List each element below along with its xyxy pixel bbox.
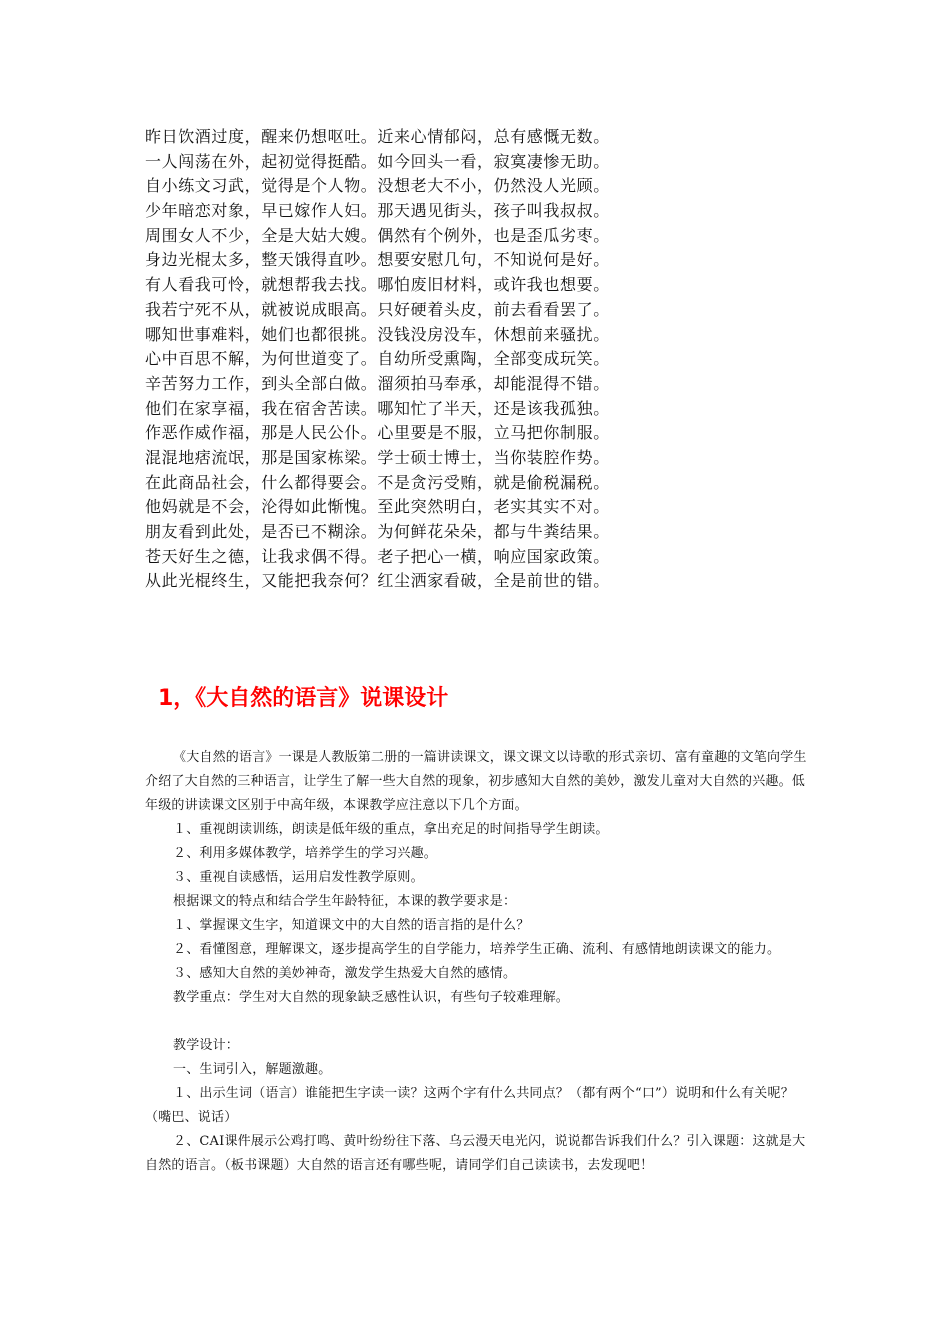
poem-line: 周围女人不少，全是大姑大嫂。偶然有个例外，也是歪瓜劣枣。 <box>145 225 610 245</box>
requirement-item: １、掌握课文生字，知道课文中的大自然的语言指的是什么？ <box>173 918 530 933</box>
requirement-item: ３、感知大自然的美妙神奇，激发学生热爱大自然的感情。 <box>173 966 517 981</box>
design-title: 教学设计： <box>173 1038 240 1053</box>
intro-paragraph: 《大自然的语言》一课是人教版第二册的一篇讲读课文，课文课文以诗歌的形式亲切、富有童趣的文笔向学生介绍了大自然的三种语言，让学生了解一些大自然的现象，初步感知大自然的美妙，激发儿童对大自然的兴趣。低年级的讲读课文区别于中高年级，本课教学应注意以下几个方面。 <box>145 750 807 813</box>
poem-line: 他们在家享福，我在宿舍苦读。哪知忙了半天，还是该我孤独。 <box>145 398 610 418</box>
poem-line: 作恶作威作福，那是人民公仆。心里要是不服，立马把你制服。 <box>145 423 610 443</box>
poem-line: 一人闯荡在外，起初觉得挺酷。如今回头一看，寂寞凄惨无助。 <box>145 151 610 171</box>
section-heading: 1，《大自然的语言》说课设计 <box>158 686 449 711</box>
focus-item: ２、利用多媒体教学，培养学生的学习兴趣。 <box>173 846 438 861</box>
lesson-body <box>145 746 811 1178</box>
design-item: ２、CAI课件展示公鸡打鸣、黄叶纷纷往下落、乌云漫天电光闪，说说都告诉我们什么？引入课题：这就是大自然的语言。（板书课题）大自然的语言还有哪些呢，请同学们自己读读书，去发现吧！ <box>145 1134 806 1173</box>
poem-line: 昨日饮酒过度，醒来仍想呕吐。近来心情郁闷，总有感慨无数。 <box>145 127 610 146</box>
requirements-intro: 根据课文的特点和结合学生年龄特征，本课的教学要求是： <box>173 894 517 909</box>
requirement-item: ２、看懂图意，理解课文，逐步提高学生的自学能力，培养学生正确、流利、有感情地朗读课文的能力。 <box>173 942 781 957</box>
poem-line: 自小练文习武，觉得是个人物。没想老大不小，仍然没人光顾。 <box>145 176 610 196</box>
focus-item: ３、重视自读感悟，运用启发性教学原则。 <box>173 870 424 885</box>
design-item: １、出示生词（语言）谁能把生字读一读？这两个字有什么共同点？（都有两个“口”）说明和什么有关呢？（嘴巴、说话） <box>145 1086 794 1125</box>
blank-line <box>145 1010 811 1034</box>
poem-line: 混混地痞流氓，那是国家栋梁。学士硕士博士，当你装腔作势。 <box>145 447 610 467</box>
poem-line: 苍天好生之德，让我求偶不得。老子把心一横，响应国家政策。 <box>145 546 610 566</box>
poem-line: 少年暗恋对象，早已嫁作人妇。那天遇见街头，孩子叫我叔叔。 <box>145 201 610 221</box>
poem-line: 我若宁死不从，就被说成眼高。只好硬着头皮，前去看看罢了。 <box>145 299 610 319</box>
poem-line: 在此商品社会，什么都得要会。不是贪污受贿，就是偷税漏税。 <box>145 472 610 492</box>
design-step: 一、生词引入，解题激趣。 <box>173 1062 332 1077</box>
focus-item: １、重视朗读训练，朗读是低年级的重点，拿出充足的时间指导学生朗读。 <box>173 822 609 837</box>
poem-line: 辛苦努力工作，到头全部白做。溜须拍马奉承，却能混得不错。 <box>145 373 610 393</box>
poem <box>145 125 825 594</box>
poem-line: 从此光棍终生，又能把我奈何？红尘洒家看破，全是前世的错。 <box>145 571 610 591</box>
poem-line: 朋友看到此处，是否已不糊涂。为何鲜花朵朵，都与牛粪结果。 <box>145 522 610 541</box>
key-point: 教学重点：学生对大自然的现象缺乏感性认识，有些句子较难理解。 <box>173 990 570 1005</box>
poem-line: 他妈就是不会，沦得如此惭愧。至此突然明白，老实其实不对。 <box>145 497 610 517</box>
poem-line: 心中百思不解，为何世道变了。自幼所受熏陶，全部变成玩笑。 <box>145 349 610 369</box>
poem-line: 身边光棍太多，整天饿得直吵。想要安慰几句，不知说何是好。 <box>145 250 610 270</box>
poem-line: 有人看我可怜，就想帮我去找。哪怕废旧材料，或许我也想要。 <box>145 275 610 295</box>
poem-line: 哪知世事难料，她们也都很挑。没钱没房没车，休想前来骚扰。 <box>145 324 610 344</box>
